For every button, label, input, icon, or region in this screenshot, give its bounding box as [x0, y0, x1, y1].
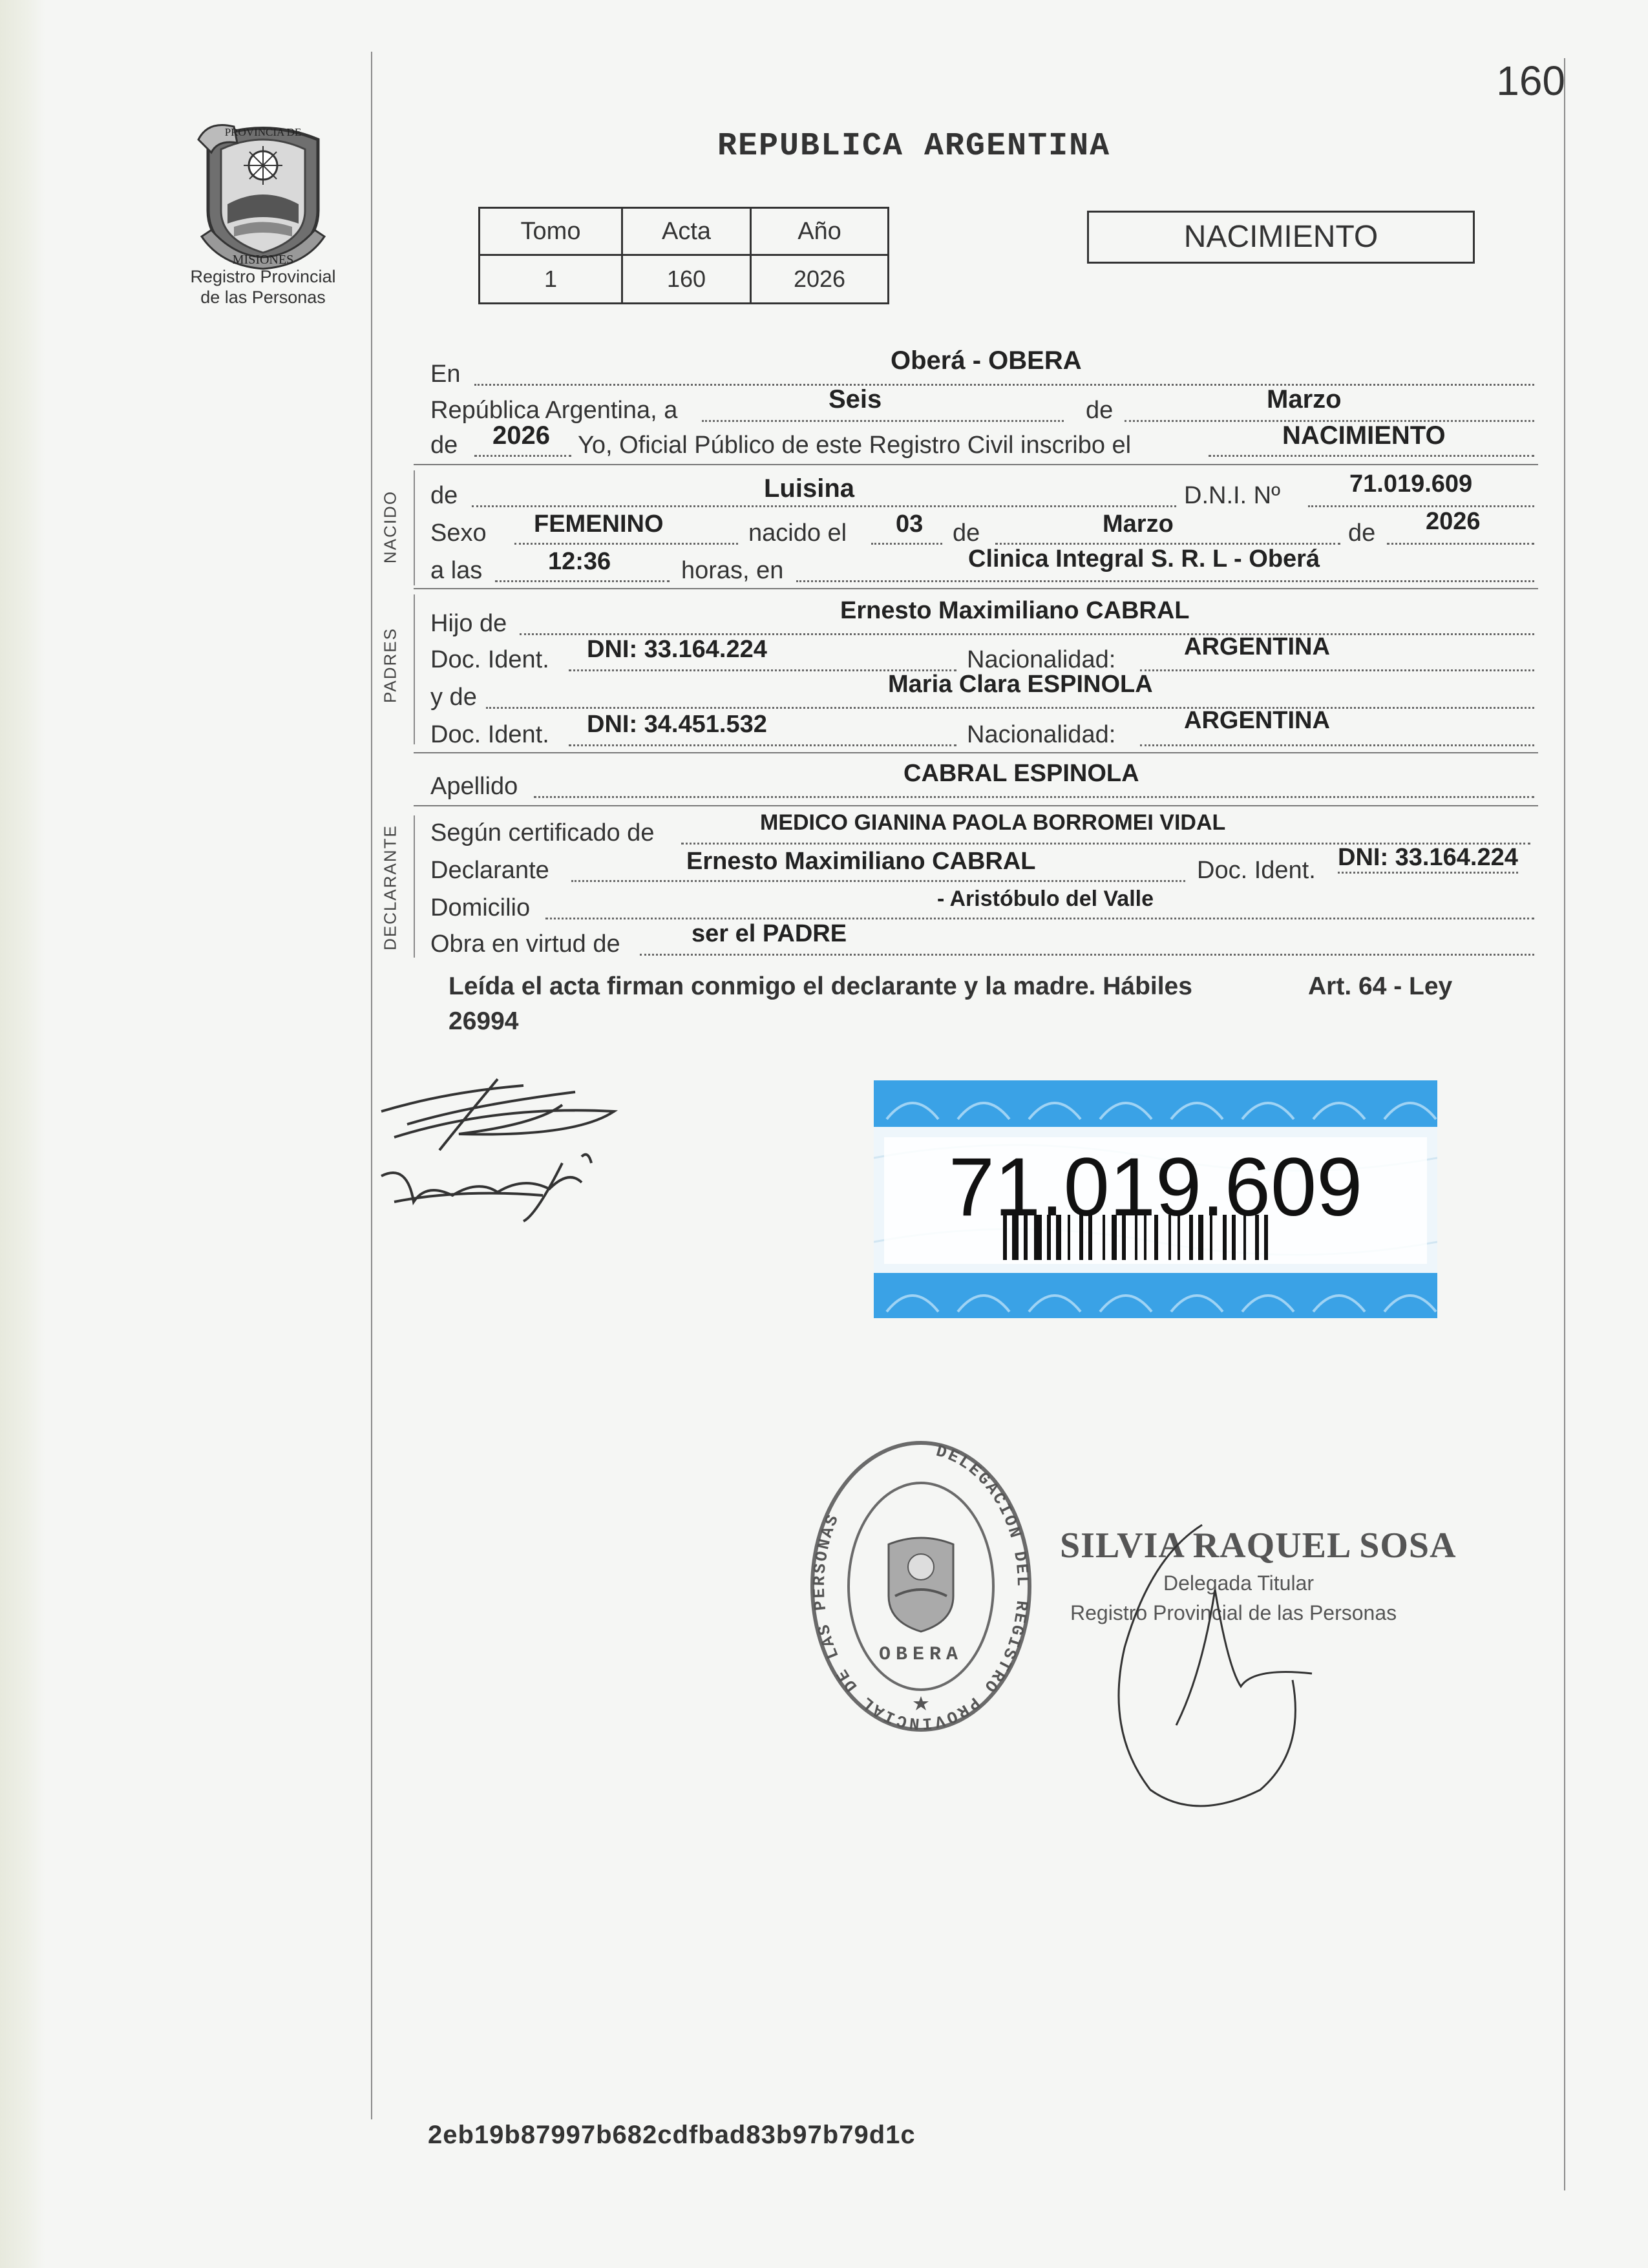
place-value: Oberá - OBERA — [891, 346, 1082, 375]
closing-text: Leída el acta firman conmigo el declarante y la madre. Hábiles — [449, 972, 1192, 1000]
de-month-label: de — [953, 520, 980, 547]
paper-edge — [0, 0, 45, 2268]
dni-sticker — [874, 1080, 1437, 1318]
certificate-value: MEDICO GIANINA PAOLA BORROMEI VIDAL — [760, 810, 1226, 835]
child-name-value: Luisina — [764, 474, 855, 503]
dotted-line — [486, 707, 1534, 709]
child-dni-value: 71.019.609 — [1349, 470, 1473, 498]
republica-label: República Argentina, a — [430, 397, 678, 424]
dni-label: D.N.I. Nº — [1184, 482, 1280, 509]
registry-stamp-icon — [801, 1434, 1041, 1738]
nacionalidad-label: Nacionalidad: — [967, 646, 1116, 673]
nacido-bracket — [414, 470, 415, 585]
page-title: REPUBLICA ARGENTINA — [717, 128, 1111, 165]
de-label: de — [1086, 397, 1114, 424]
section-divider — [414, 805, 1538, 806]
declarante-name-value: Ernesto Maximiliano CABRAL — [686, 848, 1036, 875]
stamp-bottom-text: OBERA — [878, 1644, 964, 1666]
act-type-box: NACIMIENTO — [1087, 211, 1475, 264]
section-divider — [414, 752, 1538, 753]
table-header-tomo: Tomo — [480, 208, 622, 255]
dotted-line — [1209, 455, 1534, 457]
obra-label: Obra en virtud de — [430, 930, 620, 958]
table-header-anio: Año — [751, 208, 889, 255]
birth-year-value: 2026 — [1426, 508, 1481, 535]
doc-ident-label-2: Doc. Ident. — [430, 721, 549, 748]
declarante-doc-label: Doc. Ident. — [1197, 857, 1316, 884]
dotted-line — [1308, 505, 1534, 507]
table-value-acta: 160 — [622, 255, 751, 304]
table-value-tomo: 1 — [480, 255, 622, 304]
seal-lettering-top: PROVINCIA DE — [224, 126, 302, 138]
sexo-label: Sexo — [430, 520, 487, 547]
father-nationality-value: ARGENTINA — [1184, 633, 1330, 660]
registry-line-1: Registro Provincial — [190, 267, 336, 286]
doc-ident-label: Doc. Ident. — [430, 646, 549, 673]
signatory-role: Delegada Titular — [1163, 1571, 1315, 1595]
day-value: Seis — [829, 385, 882, 414]
mother-nationality-value: ARGENTINA — [1184, 707, 1330, 734]
mother-name-value: Maria Clara ESPINOLA — [888, 671, 1153, 698]
section-divider — [414, 588, 1538, 589]
sexo-value: FEMENINO — [534, 510, 664, 538]
apellido-label: Apellido — [430, 773, 518, 800]
dotted-line — [702, 420, 1064, 422]
dotted-line — [995, 543, 1340, 545]
apellido-value: CABRAL ESPINOLA — [903, 760, 1139, 787]
table-value-anio: 2026 — [751, 255, 889, 304]
padres-bracket — [414, 594, 415, 744]
declarante-section-label: DECLARANTE — [380, 824, 400, 950]
dotted-line — [495, 580, 670, 582]
a-las-label: a las — [430, 557, 483, 584]
document-hash: 2eb19b87997b682cdfbad83b97b79d1c — [428, 2121, 916, 2149]
dotted-line — [520, 633, 1534, 635]
signatory-org: Registro Provincial de las Personas — [1070, 1601, 1397, 1624]
right-margin-rule — [1564, 58, 1565, 2190]
registry-line-2: de las Personas — [200, 288, 326, 307]
registry-name — [143, 266, 383, 308]
year-value: 2026 — [492, 421, 550, 450]
domicilio-value: - Aristóbulo del Valle — [937, 887, 1154, 911]
y-de-label: y de — [430, 684, 477, 711]
dotted-line — [1140, 744, 1534, 746]
hijo-de-label: Hijo de — [430, 610, 507, 637]
mother-doc-value: DNI: 34.451.532 — [587, 711, 767, 738]
dotted-line — [545, 918, 1534, 919]
dotted-line — [640, 954, 1534, 956]
registry-table — [478, 207, 889, 304]
dotted-line — [796, 580, 1534, 582]
misiones-seal-icon — [182, 114, 344, 275]
segun-certificado-label: Según certificado de — [430, 819, 655, 846]
closing-article: Art. 64 - Ley — [1308, 972, 1453, 1000]
birth-time-value: 12:36 — [548, 548, 611, 575]
padres-section-label: PADRES — [380, 627, 400, 703]
birth-place-value: Clinica Integral S. R. L - Oberá — [968, 545, 1320, 572]
dotted-line — [1140, 669, 1534, 671]
father-doc-value: DNI: 33.164.224 — [587, 636, 767, 663]
nacido-section-label: NACIDO — [380, 490, 400, 564]
de2-label: de — [430, 432, 458, 459]
birth-month-value: Marzo — [1103, 510, 1174, 538]
month-value: Marzo — [1267, 385, 1342, 414]
page-number: 160 — [1496, 58, 1565, 104]
closing-statement — [449, 969, 1483, 1039]
dotted-line — [472, 505, 1176, 507]
stamp-ring-text: DELEGACION DEL REGISTRO PROVINCIAL DE LAS PERSONAS — [809, 1441, 1033, 1734]
act-value: NACIMIENTO — [1282, 421, 1446, 450]
father-name-value: Ernesto Maximiliano CABRAL — [840, 597, 1190, 624]
nacionalidad-label-2: Nacionalidad: — [967, 721, 1116, 748]
dotted-line — [474, 455, 571, 457]
en-label: En — [430, 361, 461, 388]
seal-lettering-bottom: MISIONES — [232, 253, 294, 267]
dni-sticker-number: 71.019.609 — [948, 1141, 1363, 1234]
table-header-acta: Acta — [622, 208, 751, 255]
dotted-line — [534, 796, 1534, 798]
oficial-label: Yo, Oficial Público de este Registro Civil inscribo el — [578, 432, 1132, 459]
dotted-line — [514, 543, 738, 545]
nacido-el-label: nacido el — [748, 520, 847, 547]
dotted-line — [871, 543, 942, 545]
dotted-line — [571, 880, 1185, 882]
closing-law-number: 26994 — [449, 1007, 519, 1035]
dotted-line — [474, 384, 1534, 386]
dotted-line — [569, 744, 956, 746]
obra-value: ser el PADRE — [692, 920, 847, 947]
signatory-name: SILVIA RAQUEL SOSA — [1060, 1526, 1457, 1566]
birth-day-value: 03 — [896, 510, 924, 538]
declarante-label: Declarante — [430, 857, 549, 884]
dotted-line — [1387, 543, 1534, 545]
declarant-signature-icon — [368, 1066, 640, 1234]
horas-en-label: horas, en — [681, 557, 784, 584]
declarante-bracket — [414, 815, 415, 958]
official-signature-icon — [1099, 1518, 1344, 1816]
de-year-label: de — [1348, 520, 1376, 547]
declarante-doc-value: DNI: 33.164.224 — [1338, 844, 1518, 874]
section-divider — [414, 464, 1538, 465]
domicilio-label: Domicilio — [430, 894, 531, 921]
de-name-label: de — [430, 482, 458, 509]
